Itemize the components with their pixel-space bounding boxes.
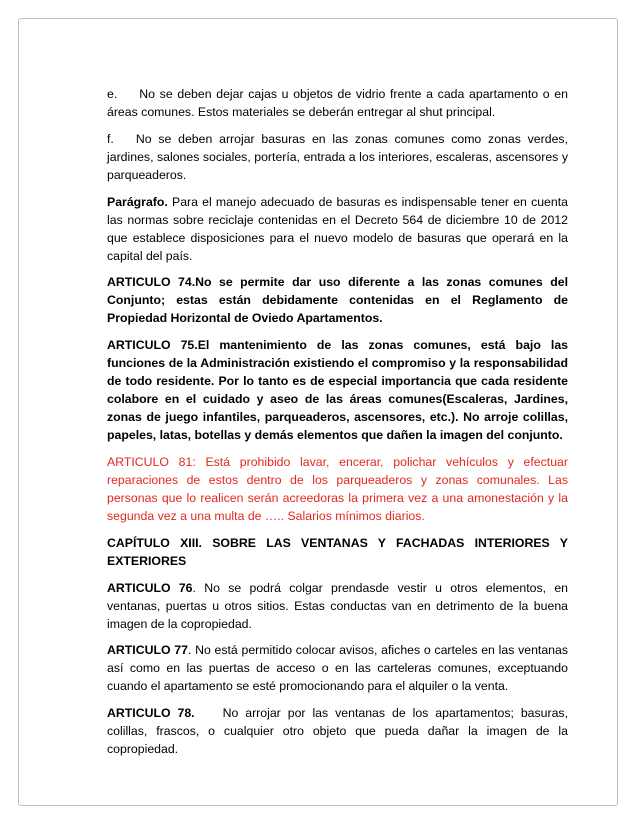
- item-f: [107, 130, 568, 184]
- item-f-text: No se deben arrojar basuras en las zonas comunes como zonas verdes, jardines, salones sociales, portería, entrada a los interiores, escaleras, ascensores y parqueaderos.: [107, 131, 568, 182]
- item-e-text: No se deben dejar cajas u objetos de vidrio frente a cada apartamento o en áreas comunes. Estos materiales se deberán entregar al shut principal.: [107, 87, 568, 119]
- item-e: [107, 85, 568, 121]
- articulo-74: ARTICULO 74.No se permite dar uso diferente a las zonas comunes del Conjunto; estas están debidamente contenidas en el Reglamento de Propiedad Horizontal de Oviedo Apartamentos.: [107, 275, 568, 326]
- paragrafo-label: Parágrafo.: [107, 194, 168, 209]
- articulo-78-text: No arrojar por las ventanas de los apartamentos; basuras, colillas, frascos, o cualquier otro objeto que pueda dañar la imagen de la copropiedad.: [107, 706, 568, 757]
- articulo-77: [107, 641, 568, 695]
- articulo-78: [107, 704, 568, 758]
- document-body: [107, 85, 568, 767]
- articulo-75: ARTICULO 75.El mantenimiento de las zonas comunes, está bajo las funciones de la Administración existiendo el compromiso y la responsabilidad de todo residente. Por lo tanto es de especial importancia que cada residente colabore en el cuidado y aseo de las áreas comunes(Escaleras, Jardines, zonas de juego infantiles, parqueaderos, ascensores, etc.). No arroje colillas, papeles, latas, botellas y demás elementos que dañen la imagen del conjunto.: [107, 338, 568, 443]
- item-e-marker: e.: [107, 87, 118, 101]
- articulo-76: [107, 579, 568, 633]
- articulo-76-label: ARTICULO 76: [107, 580, 193, 595]
- articulo-77-text: . No está permitido colocar avisos, afiches o carteles en las ventanas así como en las puertas de acceso o en las carteleras comunes, exceptuando cuando el apartamento se esté promocionando para el alquiler o la venta.: [107, 643, 568, 694]
- articulo-76-text: . No se podrá colgar prendasde vestir u otros elementos, en ventanas, puertas u otros sitios. Estas conductas van en detrimento de la buena imagen de la copropiedad.: [107, 580, 568, 631]
- paragrafo-text: Para el manejo adecuado de basuras es indispensable tener en cuenta las normas sobre reciclaje contenidas en el Decreto 564 de diciembre 10 de 2012 que establece disposiciones para el nuevo modelo de basuras que operará en la capital del país.: [107, 194, 568, 263]
- chapter-heading: CAPÍTULO XIII. SOBRE LAS VENTANAS Y FACHADAS INTERIORES Y EXTERIORES: [107, 535, 568, 568]
- articulo-78-label: ARTICULO 78.: [107, 706, 195, 721]
- item-f-marker: f.: [107, 131, 114, 146]
- articulo-81: ARTICULO 81: Está prohibido lavar, encerar, polichar vehículos y efectuar reparaciones de estos dentro de los parqueaderos y zonas comunales. Las personas que lo realicen serán acreedoras la primera vez a una amonestación y la segunda vez a una multa de ….. Salarios mínimos diarios.: [107, 454, 568, 523]
- articulo-77-label: ARTICULO 77: [107, 643, 188, 658]
- document-page: [18, 18, 618, 806]
- paragrafo: [107, 193, 568, 265]
